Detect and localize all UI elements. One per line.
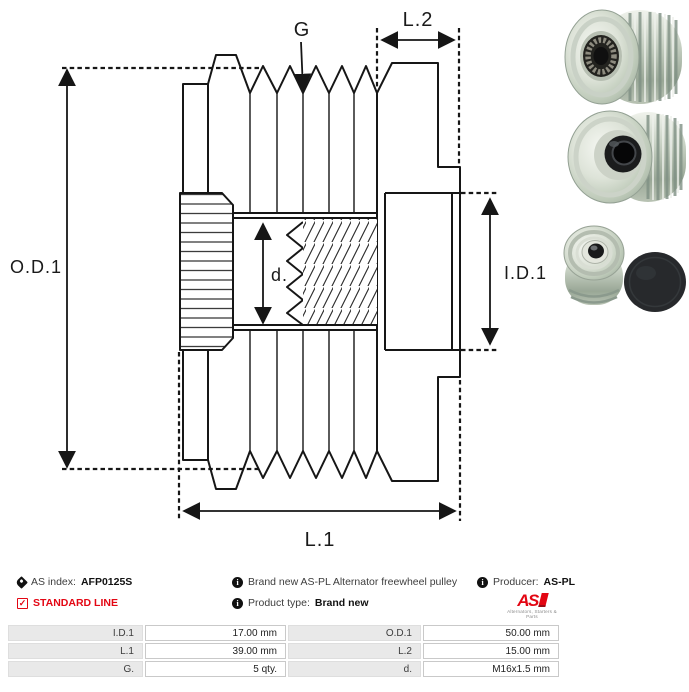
producer-row — [477, 576, 575, 588]
info-icon: i — [232, 577, 243, 588]
spec-table — [8, 625, 559, 677]
standard-line-label: STANDARD LINE — [33, 597, 118, 609]
standard-line-row — [17, 597, 118, 609]
section-hatch — [303, 219, 377, 324]
spec-label-id1: I.D.1 — [8, 625, 143, 641]
info-icon: i — [232, 598, 243, 609]
label-od1: O.D.1 — [9, 257, 63, 277]
product-type-row — [232, 597, 369, 609]
as-logo-text: AS — [517, 590, 538, 610]
as-logo-bar-icon — [538, 593, 548, 607]
spec-label-l1: L.1 — [8, 643, 143, 659]
as-index-label: AS index: — [31, 576, 76, 588]
product-type-label: Product type: — [248, 597, 310, 609]
product-photo-rear-bore — [568, 111, 686, 203]
spec-value-g: 5 qty. — [145, 661, 286, 677]
tag-icon — [15, 576, 28, 589]
info-icon: i — [477, 577, 488, 588]
plastic-cap — [624, 252, 686, 312]
product-description: Brand new AS-PL Alternator freewheel pulley — [248, 576, 458, 588]
product-photo-with-cap — [564, 226, 686, 312]
thread-symbol — [287, 222, 303, 325]
producer-label: Producer: — [493, 576, 539, 588]
as-logo-tagline: Alternators, Starters & Parts — [507, 609, 557, 619]
product-photo-front-splined — [565, 10, 682, 104]
product-photos — [558, 2, 689, 338]
product-type-value: Brand new — [314, 597, 369, 609]
spec-value-d: M16x1.5 mm — [423, 661, 559, 677]
checkbox-checked-icon: ✓ — [18, 597, 27, 608]
label-g: G — [293, 19, 311, 41]
producer-value: AS-PL — [543, 576, 576, 588]
spec-label-l2: L.2 — [288, 643, 421, 659]
spec-label-g: G. — [8, 661, 143, 677]
spec-value-id1: 17.00 mm — [145, 625, 286, 641]
as-index-row — [17, 576, 132, 588]
knurled-hub — [180, 193, 233, 350]
spec-value-l2: 15.00 mm — [423, 643, 559, 659]
label-l1: L.1 — [304, 529, 336, 551]
spec-value-od1: 50.00 mm — [423, 625, 559, 641]
spec-value-l1: 39.00 mm — [145, 643, 286, 659]
as-index-value: AFP0125S — [80, 576, 133, 588]
label-l2: L.2 — [402, 9, 434, 31]
label-id1: I.D.1 — [504, 263, 548, 283]
description-row — [232, 576, 457, 588]
spec-label-od1: O.D.1 — [288, 625, 421, 641]
spec-label-d: d. — [288, 661, 421, 677]
label-d: d. — [271, 265, 289, 285]
pulley-outline — [180, 55, 460, 489]
as-pl-logo — [502, 592, 562, 619]
